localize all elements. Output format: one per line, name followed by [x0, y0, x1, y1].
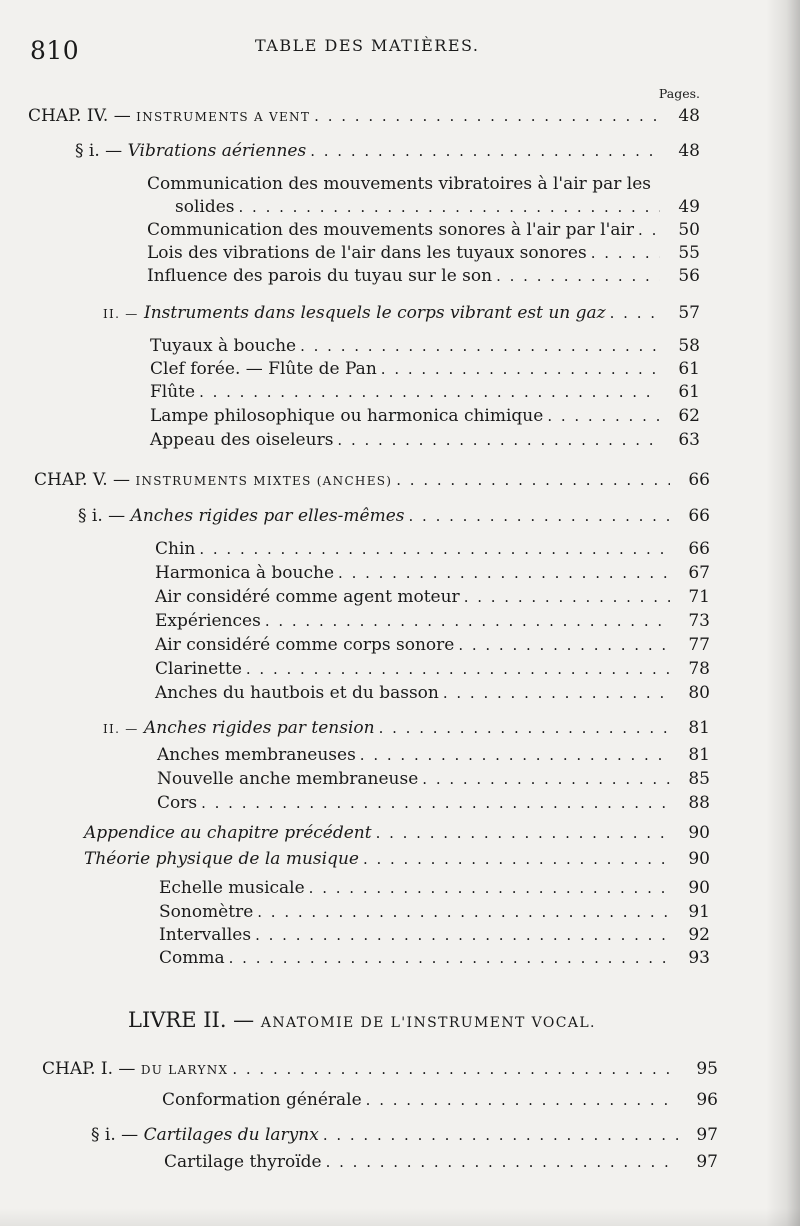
entry-page: 62	[678, 406, 700, 426]
entry-label: Instruments dans lesquels le corps vibrant est un gaz	[144, 303, 606, 323]
entry-label: DU LARYNX	[140, 1063, 229, 1077]
toc-entry[interactable]	[147, 263, 700, 289]
entry-page: 88	[688, 793, 710, 813]
dot-leader	[309, 875, 670, 901]
entry-page: 50	[678, 220, 700, 240]
toc-entry[interactable]	[155, 560, 710, 586]
toc-entry-cartilages[interactable]	[91, 1122, 718, 1148]
dot-leader	[360, 742, 670, 768]
toc-entry[interactable]	[155, 656, 710, 682]
dot-leader	[314, 103, 660, 129]
entry-label: Nouvelle anche membraneuse	[157, 769, 419, 789]
dot-leader	[199, 379, 660, 405]
dot-leader	[326, 1149, 678, 1175]
entry-page: 93	[688, 948, 710, 968]
dot-leader	[229, 945, 670, 971]
dot-leader	[464, 584, 670, 610]
toc-entry[interactable]	[159, 945, 710, 971]
livre-heading	[128, 1008, 596, 1032]
entry-page: 71	[688, 587, 710, 607]
entry-page: 81	[688, 718, 710, 738]
entry-page: 95	[696, 1059, 718, 1079]
dot-leader	[409, 503, 671, 529]
entry-label: Cartilages du larynx	[143, 1125, 319, 1145]
toc-entry[interactable]	[157, 742, 710, 768]
entry-page: 90	[688, 878, 710, 898]
toc-entry[interactable]	[159, 875, 710, 901]
entry-page: 97	[696, 1152, 718, 1172]
toc-entry[interactable]	[150, 379, 700, 405]
entry-label: Lampe philosophique ou harmonica chimique	[150, 406, 544, 426]
livre-title: LIVRE II. —	[128, 1008, 255, 1032]
dot-leader	[376, 820, 670, 846]
toc-entry-chap-i[interactable]	[42, 1056, 718, 1082]
entry-label: Anches du hautbois et du basson	[155, 683, 439, 703]
page-number: 810	[30, 36, 80, 65]
entry-page: 78	[688, 659, 710, 679]
entry-label: Harmonica à bouche	[155, 563, 335, 583]
toc-entry-chap-v[interactable]	[34, 467, 710, 493]
dot-leader	[338, 560, 670, 586]
entry-label: Anches rigides par elles-mêmes	[130, 506, 405, 526]
entry-page: 61	[678, 382, 700, 402]
entry-label: Cartilage thyroïde	[164, 1152, 322, 1172]
entry-label: Flûte	[150, 382, 196, 402]
toc-entry[interactable]	[155, 584, 710, 610]
dot-leader	[366, 1087, 678, 1113]
toc-entry[interactable]	[150, 403, 700, 429]
entry-prefix: CHAP. I. —	[42, 1059, 136, 1079]
toc-entry[interactable]	[155, 536, 710, 562]
entry-prefix: CHAP. V. —	[34, 470, 131, 490]
entry-label: Air considéré comme corps sonore	[155, 635, 455, 655]
entry-label: Influence des parois du tuyau sur le son	[147, 266, 493, 286]
dot-leader	[443, 680, 670, 706]
toc-entry-section-ii[interactable]	[103, 300, 700, 326]
entry-prefix: CHAP. IV. —	[28, 106, 131, 126]
dot-leader	[232, 1056, 678, 1082]
dot-leader	[201, 790, 670, 816]
entry-page: 61	[678, 359, 700, 379]
entry-label: Comma	[159, 948, 225, 968]
entry-page: 81	[688, 745, 710, 765]
entry-label: solides	[175, 197, 235, 217]
pages-column-label: Pages.	[658, 86, 700, 101]
entry-page: 67	[688, 563, 710, 583]
entry-page: 56	[678, 266, 700, 286]
entry-label: Echelle musicale	[159, 878, 305, 898]
toc-entry-theorie[interactable]	[84, 846, 710, 872]
entry-page: 92	[688, 925, 710, 945]
entry-page: 66	[688, 539, 710, 559]
entry-page: 77	[688, 635, 710, 655]
entry-prefix: § i. —	[75, 141, 123, 161]
dot-leader	[265, 608, 670, 634]
entry-page: 96	[696, 1090, 718, 1110]
entry-page: 55	[678, 243, 700, 263]
toc-entry-section-ii[interactable]	[103, 715, 710, 741]
entry-page: 90	[688, 823, 710, 843]
livre-subtitle: ANATOMIE DE L'INSTRUMENT VOCAL.	[260, 1015, 596, 1031]
toc-entry-anches-rigides[interactable]	[78, 503, 710, 529]
entry-label: Lois des vibrations de l'air dans les tuyaux sonores	[147, 243, 587, 263]
entry-label: INSTRUMENTS A VENT	[136, 110, 311, 124]
dot-leader	[323, 1122, 678, 1148]
entry-page: 48	[678, 106, 700, 126]
dot-leader	[458, 632, 670, 658]
entry-label: Intervalles	[159, 925, 252, 945]
dot-leader	[379, 715, 670, 741]
entry-label: Chin	[155, 539, 196, 559]
toc-entry[interactable]	[157, 766, 710, 792]
toc-entry[interactable]	[155, 608, 710, 634]
entry-label: Cors	[157, 793, 198, 813]
toc-entry[interactable]	[150, 427, 700, 453]
toc-entry-vibrations-aeriennes[interactable]	[75, 138, 700, 164]
toc-entry[interactable]	[162, 1087, 718, 1113]
entry-label: Tuyaux à bouche	[150, 336, 297, 356]
entry-page: 85	[688, 769, 710, 789]
entry-label: Anches membraneuses	[157, 745, 356, 765]
toc-entry[interactable]	[164, 1149, 718, 1175]
entry-label: Anches rigides par tension	[144, 718, 375, 738]
entry-page: 57	[678, 303, 700, 323]
entry-page: 91	[688, 902, 710, 922]
entry-label: INSTRUMENTS MIXTES (ANCHES)	[135, 474, 393, 488]
entry-label: Communication des mouvements sonores à l'air par l'air	[147, 220, 635, 240]
entry-prefix: II. —	[103, 307, 139, 321]
entry-label: Appendice au chapitre précédent	[84, 823, 372, 843]
dot-leader	[310, 138, 660, 164]
entry-page: 63	[678, 430, 700, 450]
toc-entry-chap-iv[interactable]	[28, 103, 700, 129]
dot-leader	[496, 263, 660, 289]
entry-label: Expériences	[155, 611, 261, 631]
entry-prefix: § i. —	[78, 506, 126, 526]
dot-leader	[422, 766, 670, 792]
entry-page: 66	[688, 506, 710, 526]
entry-prefix: § i. —	[91, 1125, 139, 1145]
dot-leader	[199, 536, 670, 562]
entry-label: Air considéré comme agent moteur	[155, 587, 460, 607]
dot-leader	[610, 300, 660, 326]
toc-entry-appendice[interactable]	[84, 820, 710, 846]
entry-label: Clef forée. — Flûte de Pan	[150, 359, 377, 379]
dot-leader	[363, 846, 670, 872]
toc-entry[interactable]	[157, 790, 710, 816]
entry-label: Vibrations aériennes	[127, 141, 307, 161]
dot-leader	[396, 467, 670, 493]
entry-page: 66	[688, 470, 710, 490]
dot-leader	[246, 656, 670, 682]
dot-leader	[547, 403, 660, 429]
entry-page: 48	[678, 141, 700, 161]
toc-entry[interactable]	[155, 632, 710, 658]
entry-label: Sonomètre	[159, 902, 254, 922]
dot-leader	[337, 427, 660, 453]
running-title: TABLE DES MATIÈRES.	[255, 36, 480, 55]
entry-prefix: II. —	[103, 722, 139, 736]
entry-label: Théorie physique de la musique	[84, 849, 359, 869]
entry-page: 73	[688, 611, 710, 631]
page-edge-shadow	[766, 0, 800, 1226]
entry-page: 58	[678, 336, 700, 356]
page-bottom-shadow	[0, 1208, 800, 1226]
entry-label: Clarinette	[155, 659, 242, 679]
entry-page: 80	[688, 683, 710, 703]
entry-label-line1: Communication des mouvements vibratoires à l'air par les	[147, 174, 651, 194]
toc-entry[interactable]	[155, 680, 710, 706]
entry-page: 90	[688, 849, 710, 869]
entry-page: 49	[678, 197, 700, 217]
entry-page: 97	[696, 1125, 718, 1145]
entry-label: Conformation générale	[162, 1090, 362, 1110]
entry-label: Appeau des oiseleurs	[150, 430, 334, 450]
